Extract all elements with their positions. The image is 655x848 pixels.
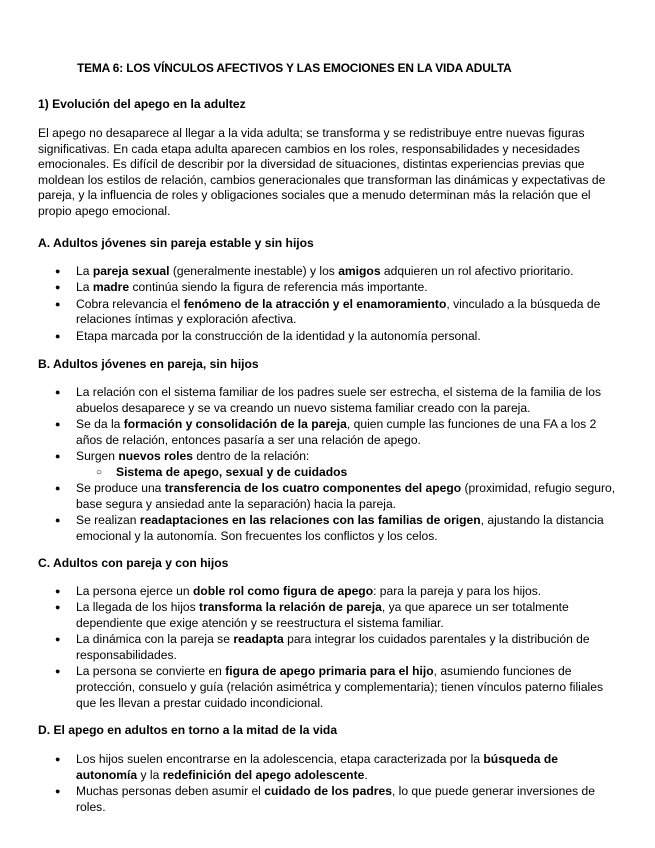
section-1-heading: 1) Evolución del apego en la adultez: [38, 97, 246, 111]
section-c-list: [38, 584, 618, 712]
sub-list-item: ○ Sistema de apego, sexual y de cuidados: [76, 465, 618, 481]
section-d-heading: D. El apego en adultos en torno a la mitad de la vida: [38, 723, 338, 737]
section-a-list: [38, 264, 618, 345]
list-item: ● Se da la formación y consolidación de la pareja, quien cumple las funciones de una FA a los 2 años de relación, entonces pasaría a ser una relación de apego.: [38, 417, 618, 448]
document-title: TEMA 6: LOS VÍNCULOS AFECTIVOS Y LAS EMOCIONES EN LA VIDA ADULTA: [77, 61, 512, 75]
list-item: ● Surgen nuevos roles dentro de la relación: ○ Sistema de apego, sexual y de cuidados: [38, 449, 618, 480]
list-item: ● Se produce una transferencia de los cuatro componentes del apego (proximidad, refugio seguro, base segura y ansiedad ante la separación) hacia la pareja.: [38, 481, 618, 512]
list-item: ● Cobra relevancia el fenómeno de la atracción y el enamoramiento, vinculado a la búsqueda de relaciones íntimas y exploración afectiva.: [38, 297, 618, 328]
list-item: ● La llegada de los hijos transforma la relación de pareja, ya que aparece un ser totalmente dependiente que exige atención y se reestructura el sistema familiar.: [38, 600, 618, 631]
list-item: ● La madre continúa siendo la figura de referencia más importante.: [38, 280, 618, 296]
sub-list: [76, 465, 618, 481]
list-item: ● La relación con el sistema familiar de los padres suele ser estrecha, el sistema de la familia de los abuelos desaparece y se va creando un nuevo sistema familiar creado con la pareja.: [38, 385, 618, 416]
section-b-list: [38, 385, 618, 545]
list-item: ● La persona se convierte en figura de apego primaria para el hijo, asumiendo funciones de protección, consuelo y guía (relación asimétrica y complementaria); tienen vínculos paterno filiales que les llevan a prestar cuidado incondicional.: [38, 664, 618, 711]
list-item: ● Etapa marcada por la construcción de la identidad y la autonomía personal.: [38, 329, 618, 345]
list-item: ● Muchas personas deben asumir el cuidado de los padres, lo que puede generar inversiones de roles.: [38, 784, 618, 815]
section-1-intro: El apego no desaparece al llegar a la vida adulta; se transforma y se redistribuye entre nuevas figuras significativas. En cada etapa adulta aparecen cambios en los roles, responsabilidades y necesidades emocionales. Es difícil de describir por la diversidad de situaciones, distintas experiencias previas que moldean los estilos de relación, cambios generacionales que transforman las dinámicas y expectativas de pareja, y la influencia de roles y obligaciones sociales que a menudo determinan más la relación que el propio apego emocional.: [38, 126, 606, 218]
list-item: ● La persona ejerce un doble rol como figura de apego: para la pareja y para los hijos.: [38, 584, 618, 600]
list-item: ● Los hijos suelen encontrarse en la adolescencia, etapa caracterizada por la búsqueda de autonomía y la redefinición del apego adolescente.: [38, 752, 618, 783]
list-item: ● La pareja sexual (generalmente inestable) y los amigos adquieren un rol afectivo prioritario.: [38, 264, 618, 280]
section-c-heading: C. Adultos con pareja y con hijos: [38, 556, 229, 570]
section-d-list: [38, 752, 618, 816]
section-b-heading: B. Adultos jóvenes en pareja, sin hijos: [38, 357, 259, 371]
list-item: ● Se realizan readaptaciones en las relaciones con las familias de origen, ajustando la distancia emocional y la autonomía. Son frecuentes los conflictos y los celos.: [38, 513, 618, 544]
list-item: ● La dinámica con la pareja se readapta para integrar los cuidados parentales y la distribución de responsabilidades.: [38, 632, 618, 663]
section-a-heading: A. Adultos jóvenes sin pareja estable y sin hijos: [38, 236, 314, 250]
